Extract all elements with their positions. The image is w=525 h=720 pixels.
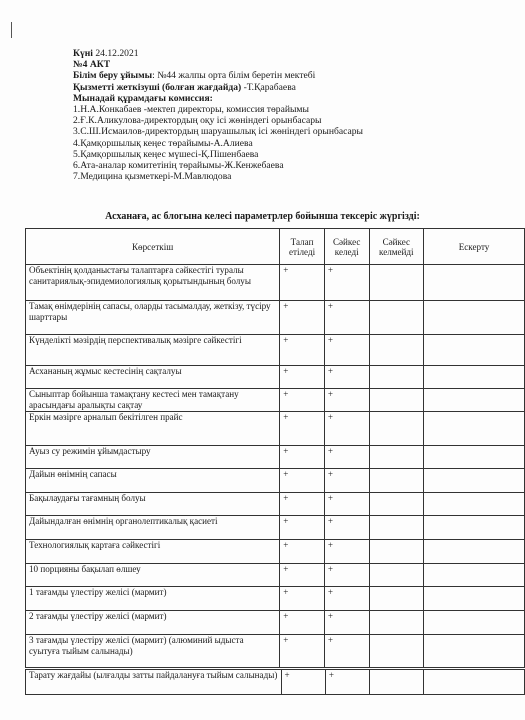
note-cell: [424, 446, 525, 469]
compliant-cell: +: [324, 265, 369, 301]
date-value: 24.12.2021: [95, 48, 139, 59]
noncompliant-cell: [370, 670, 424, 695]
note-cell: [424, 335, 525, 366]
compliant-cell: +: [324, 301, 369, 335]
required-cell: +: [280, 635, 325, 668]
commission-member: 2.Ғ.К.Аликулова-директордың оқу ісі жөніндегі орынбасары: [73, 115, 322, 127]
required-cell: +: [280, 587, 325, 611]
criterion-cell: 2 тағамды үлестіру желісі (мармит): [26, 611, 280, 635]
note-cell: [424, 366, 525, 389]
note-cell: [424, 493, 525, 516]
note-cell: [424, 301, 525, 335]
column-header-required: Талап етіледі: [280, 229, 325, 265]
criterion-cell: 3 тағамды үлестіру желісі (мармит) (алюминий ыдыста суытуға тыйым салынады): [26, 635, 280, 668]
table-row: [26, 366, 525, 389]
criterion-cell: Тарату жағдайы (ылғалды затты пайдалануға тыйым салынады): [26, 670, 282, 695]
table-row: [26, 611, 525, 635]
criterion-cell: Еркін мәзірге арналып бекітілген прайс: [26, 412, 280, 446]
noncompliant-cell: [369, 335, 424, 366]
table-row: [26, 670, 525, 695]
required-cell: +: [280, 493, 325, 516]
compliant-cell: +: [324, 469, 369, 493]
required-cell: +: [280, 389, 325, 412]
compliant-cell: +: [324, 366, 369, 389]
noncompliant-cell: [369, 301, 424, 335]
organization-line: [73, 70, 363, 81]
organization-value: : №44 жалпы орта білім беретін мектебі: [152, 70, 316, 82]
compliant-cell: +: [324, 516, 369, 540]
note-cell: [424, 265, 525, 301]
table-row: [26, 265, 525, 301]
criterion-cell: Тамақ өнімдерінің сапасы, оларды тасымалдау, жеткізу, түсіру шарттары: [26, 301, 280, 335]
column-header-noncompliant: Сәйкес келмейді: [369, 229, 424, 265]
inspection-heading: Асханаға, ас блогына келесі параметрлер бойынша тексеріс жүргізді:: [105, 211, 420, 222]
commission-member: 4.Қамқоршылық кеңес төрайымы-А.Алиева: [73, 137, 253, 149]
required-cell: +: [280, 564, 325, 587]
noncompliant-cell: [369, 265, 424, 301]
compliant-cell: +: [324, 412, 369, 446]
compliant-cell: +: [324, 493, 369, 516]
provider-value: -Т.Қарабаева: [241, 81, 296, 93]
criterion-cell: Асхананың жұмыс кестесінің сақталуы: [26, 366, 280, 389]
note-cell: [424, 540, 525, 564]
table-row: [26, 540, 525, 564]
criterion-cell: Сыныптар бойынша тамақтану кестесі мен тамақтану арасындағы аралықты сақтау: [26, 389, 280, 412]
compliant-cell: +: [324, 611, 369, 635]
table-row: [26, 635, 525, 668]
note-cell: [424, 412, 525, 446]
commission-member: 5.Қамқоршылық кеңес мүшесі-Қ.Пішенбаева: [73, 148, 259, 160]
note-cell: [424, 635, 525, 668]
table-row: [26, 446, 525, 469]
column-header-indicator: Көрсеткіш: [26, 229, 280, 265]
compliant-cell: +: [324, 389, 369, 412]
required-cell: +: [280, 265, 325, 301]
act-number: №4 АКТ: [73, 59, 111, 71]
column-header-note: Ескерту: [424, 229, 525, 265]
noncompliant-cell: [369, 469, 424, 493]
criterion-cell: Дайын өнімнің сапасы: [26, 469, 280, 493]
criterion-cell: Ауыз су режимін ұйымдастыру: [26, 446, 280, 469]
date-line: [73, 48, 363, 59]
inspection-table: [25, 228, 525, 668]
noncompliant-cell: [369, 540, 424, 564]
noncompliant-cell: [369, 587, 424, 611]
inspection-table-continuation: [25, 669, 525, 695]
note-cell: [424, 469, 525, 493]
noncompliant-cell: [369, 366, 424, 389]
noncompliant-cell: [369, 493, 424, 516]
note-cell: [424, 389, 525, 412]
commission-member: 3.С.Ш.Исмаилов-директордың шаруашылық ісі жөніндегі орынбасары: [73, 126, 364, 138]
noncompliant-cell: [369, 389, 424, 412]
act-header: [73, 48, 363, 182]
noncompliant-cell: [369, 564, 424, 587]
required-cell: +: [280, 301, 325, 335]
table-row: [26, 564, 525, 587]
criterion-cell: Технологиялық картаға сәйкестігі: [26, 540, 280, 564]
date-label: Күні: [73, 48, 93, 59]
noncompliant-cell: [369, 516, 424, 540]
criterion-cell: 10 порцияны бақылап өлшеу: [26, 564, 280, 587]
table-row: [26, 469, 525, 493]
scan-margin-mark: [11, 22, 12, 38]
table-row: [26, 516, 525, 540]
criterion-cell: Күнделікті мәзірдің перспективалық мәзірге сәйкестігі: [26, 335, 280, 366]
noncompliant-cell: [369, 446, 424, 469]
provider-label: Қызметті жеткізуші (болған жағдайда): [73, 81, 242, 93]
compliant-cell: +: [324, 564, 369, 587]
commission-member: 1.Н.А.Конкабаев -мектеп директоры, комиссия төрайымы: [73, 104, 309, 116]
commission-member: 6.Ата-аналар комитетінің төрайымы-Ж.Кенжебаева: [73, 160, 284, 172]
noncompliant-cell: [369, 611, 424, 635]
note-cell: [424, 587, 525, 611]
table-row: [26, 412, 525, 446]
compliant-cell: +: [324, 540, 369, 564]
required-cell: +: [280, 540, 325, 564]
column-header-compliant: Сәйкес келеді: [324, 229, 369, 265]
table-row: [26, 335, 525, 366]
required-cell: +: [281, 670, 325, 695]
note-cell: [424, 670, 525, 695]
compliant-cell: +: [324, 635, 369, 668]
criterion-cell: 1 тағамды үлестіру желісі (мармит): [26, 587, 280, 611]
required-cell: +: [280, 611, 325, 635]
table-row: [26, 389, 525, 412]
noncompliant-cell: [369, 635, 424, 668]
required-cell: +: [280, 335, 325, 366]
required-cell: +: [280, 516, 325, 540]
note-cell: [424, 516, 525, 540]
commission-member: 7.Медицина қызметкері-М.Мавлюдова: [73, 171, 232, 183]
compliant-cell: +: [324, 446, 369, 469]
note-cell: [424, 564, 525, 587]
criterion-cell: Бақылаудағы тағамның болуы: [26, 493, 280, 516]
table-row: [26, 493, 525, 516]
compliant-cell: +: [324, 587, 369, 611]
table-row: [26, 301, 525, 335]
provider-line: [73, 82, 363, 93]
criterion-cell: Дайындалған өнімнің органолептикалық қасиеті: [26, 516, 280, 540]
compliant-cell: +: [325, 670, 369, 695]
organization-label: Білім беру ұйымы: [73, 70, 153, 82]
required-cell: +: [280, 469, 325, 493]
criterion-cell: Объектінің қолданыстағы талаптарға сәйкестігі туралы санитариялық-эпидемиологиялық қорытындының болуы: [26, 265, 280, 301]
required-cell: +: [280, 366, 325, 389]
commission-label: Мынадай құрамдағы комиссия:: [73, 92, 213, 104]
table-header-row: [26, 229, 525, 265]
note-cell: [424, 611, 525, 635]
noncompliant-cell: [369, 412, 424, 446]
required-cell: +: [280, 446, 325, 469]
table-row: [26, 587, 525, 611]
required-cell: +: [280, 412, 325, 446]
compliant-cell: +: [324, 335, 369, 366]
